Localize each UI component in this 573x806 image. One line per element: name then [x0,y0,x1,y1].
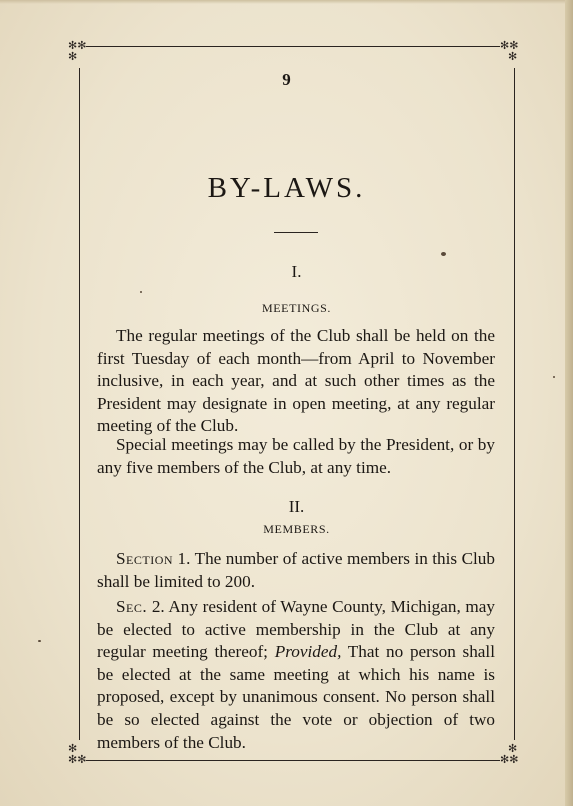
corner-ornament-bottom-right-tail-icon: ✻ [508,742,518,755]
title-divider [274,232,318,233]
paragraph-section-2 [97,596,495,754]
corner-ornament-top-right-tail-icon: ✻ [508,50,518,63]
page-top-edge [0,0,573,4]
frame-top-rule [86,46,500,47]
paragraph-section-1 [97,548,495,593]
section-2-text-before: 2. Any resident of Wayne County, Michigan, may be elected to active membership in the Club at any regular meeting thereof; [97,597,495,662]
section-numeral-1: I. [291,262,302,281]
section-heading-meetings: MEETINGS. [261,301,332,315]
section-numeral-2: II. [288,497,305,516]
frame-left-rule [79,68,80,740]
corner-ornament-top-right-icon: ✻✻ [500,39,519,52]
frame-bottom-rule [86,760,500,761]
corner-ornament-bottom-right-icon: ✻✻ [500,753,519,766]
page-right-edge [565,0,573,806]
provided-italic: Provided, [274,642,342,662]
paper-speck [140,291,142,293]
paper-speck [553,376,555,378]
corner-ornament-bottom-left-tail-icon: ✻ [68,742,78,755]
paper-speck [38,640,41,642]
section-lead: Section [116,549,174,568]
corner-ornament-top-left-icon: ✻✻ [68,39,87,52]
corner-ornament-top-left-tail-icon: ✻ [68,50,78,63]
page-number: 9 [282,70,291,89]
paper-speck [441,252,446,256]
section-heading-members: MEMBERS. [263,522,330,536]
page-title: BY-LAWS. [207,172,366,204]
paragraph-regular-meetings: The regular meetings of the Club shall be held on the first Tuesday of each month—from April to November inclusive, in each year, and at such other times as the President may designate in open meeting, at any regular meeting of the Club. [97,326,495,436]
frame-right-rule [514,68,515,740]
section-1-text: 1. The number of active members in this Club shall be limited to 200. [97,549,495,591]
section-2-text-after: That no person shall be elected at the same meeting at which his name is proposed, except by unanimous consent. No person shall be so elected against the vote or objection of two members of the Club. [97,642,495,752]
sec-lead: Sec. [116,597,148,616]
paragraph-special-meetings: Special meetings may be called by the President, or by any five members of the Club, at any time. [97,435,495,477]
corner-ornament-bottom-left-icon: ✻✻ [68,753,87,766]
